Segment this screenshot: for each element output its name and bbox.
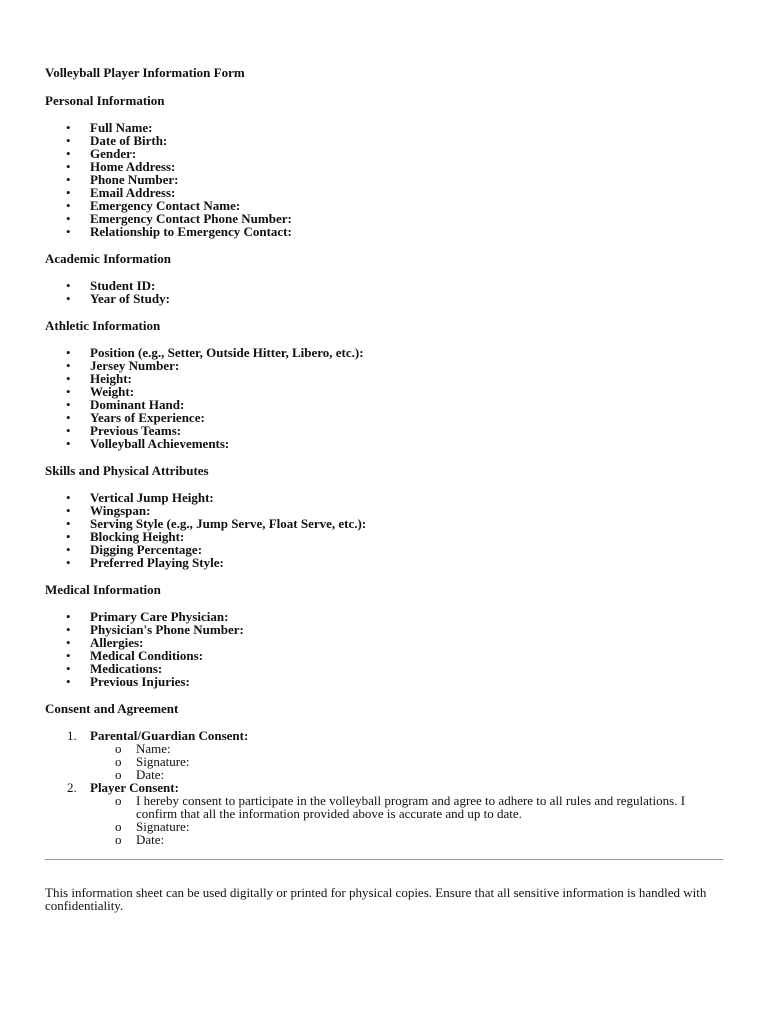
list-item: • Full Name: bbox=[45, 121, 725, 134]
list-item: • Dominant Hand: bbox=[45, 398, 725, 411]
list-item: • Emergency Contact Phone Number: bbox=[45, 212, 725, 225]
section-heading-athletic: Athletic Information bbox=[45, 318, 161, 333]
sub-item-text: Signature: bbox=[136, 754, 190, 769]
consent-list bbox=[45, 729, 725, 846]
list-item: • Student ID: bbox=[45, 279, 725, 292]
list-number: 1. bbox=[67, 728, 77, 743]
list-item: • Year of Study: bbox=[45, 292, 725, 305]
list-item: • Home Address: bbox=[45, 160, 725, 173]
list-item: • Gender: bbox=[45, 147, 725, 160]
skills-info-list bbox=[45, 491, 725, 569]
list-item: • Years of Experience: bbox=[45, 411, 725, 424]
list-item: • Previous Teams: bbox=[45, 424, 725, 437]
list-item: • Vertical Jump Height: bbox=[45, 491, 725, 504]
consent-item-parental bbox=[45, 729, 725, 781]
list-item: • Volleyball Achievements: bbox=[45, 437, 725, 450]
list-item: • Phone Number: bbox=[45, 173, 725, 186]
form-content bbox=[45, 66, 725, 846]
consent-item-title: Parental/Guardian Consent: bbox=[90, 728, 249, 743]
list-item: • Relationship to Emergency Contact: bbox=[45, 225, 725, 238]
list-item: • Previous Injuries: bbox=[45, 675, 725, 688]
academic-info-list bbox=[45, 279, 725, 305]
sub-item-text: I hereby consent to participate in the volleyball program and agree to adhere to all rules and regulations. I confirm that all the information provided above is accurate and up to date. bbox=[136, 793, 686, 821]
list-item: • Email Address: bbox=[45, 186, 725, 199]
list-item: • Blocking Height: bbox=[45, 530, 725, 543]
consent-item-player bbox=[45, 781, 725, 846]
sub-bullet-marker: o bbox=[115, 832, 122, 847]
footer-note: This information sheet can be used digitally or printed for physical copies. Ensure that all sensitive information is handled with confidentiality. bbox=[45, 885, 707, 913]
section-heading-academic: Academic Information bbox=[45, 251, 172, 266]
section-heading-medical: Medical Information bbox=[45, 582, 161, 597]
section-heading-personal: Personal Information bbox=[45, 93, 165, 108]
consent-subitems bbox=[90, 794, 725, 846]
sub-bullet-marker: o bbox=[115, 754, 122, 769]
sub-list-item bbox=[90, 755, 725, 768]
list-item: • Allergies: bbox=[45, 636, 725, 649]
sub-item-text: Signature: bbox=[136, 819, 190, 834]
sub-item-text: Name: bbox=[136, 741, 171, 756]
list-item: • Emergency Contact Name: bbox=[45, 199, 725, 212]
sub-list-item bbox=[90, 833, 725, 846]
list-item: • Medications: bbox=[45, 662, 725, 675]
section-heading-skills: Skills and Physical Attributes bbox=[45, 463, 209, 478]
list-item: • Digging Percentage: bbox=[45, 543, 725, 556]
horizontal-divider bbox=[45, 859, 723, 860]
form-title: Volleyball Player Information Form bbox=[45, 65, 245, 80]
section-heading-consent: Consent and Agreement bbox=[45, 701, 179, 716]
list-item: • Position (e.g., Setter, Outside Hitter, Libero, etc.): bbox=[45, 346, 725, 359]
sub-list-item bbox=[90, 768, 725, 781]
sub-bullet-marker: o bbox=[115, 819, 122, 834]
list-item: • Date of Birth: bbox=[45, 134, 725, 147]
list-number: 2. bbox=[67, 780, 77, 795]
sub-bullet-marker: o bbox=[115, 741, 122, 756]
consent-item-title: Player Consent: bbox=[90, 780, 179, 795]
list-item: • Wingspan: bbox=[45, 504, 725, 517]
list-item: • Preferred Playing Style: bbox=[45, 556, 725, 569]
personal-info-list bbox=[45, 121, 725, 238]
medical-info-list bbox=[45, 610, 725, 688]
list-item: • Medical Conditions: bbox=[45, 649, 725, 662]
list-item: • Weight: bbox=[45, 385, 725, 398]
list-item: • Jersey Number: bbox=[45, 359, 725, 372]
consent-subitems bbox=[90, 742, 725, 781]
sub-item-text: Date: bbox=[136, 767, 165, 782]
sub-list-item bbox=[90, 794, 725, 820]
list-item: • Primary Care Physician: bbox=[45, 610, 725, 623]
athletic-info-list bbox=[45, 346, 725, 450]
list-item: • Physician's Phone Number: bbox=[45, 623, 725, 636]
list-item: • Height: bbox=[45, 372, 725, 385]
sub-bullet-marker: o bbox=[115, 767, 122, 782]
sub-item-text: Date: bbox=[136, 832, 165, 847]
list-item: • Serving Style (e.g., Jump Serve, Float Serve, etc.): bbox=[45, 517, 725, 530]
sub-bullet-marker: o bbox=[115, 793, 122, 808]
sub-list-item bbox=[90, 820, 725, 833]
